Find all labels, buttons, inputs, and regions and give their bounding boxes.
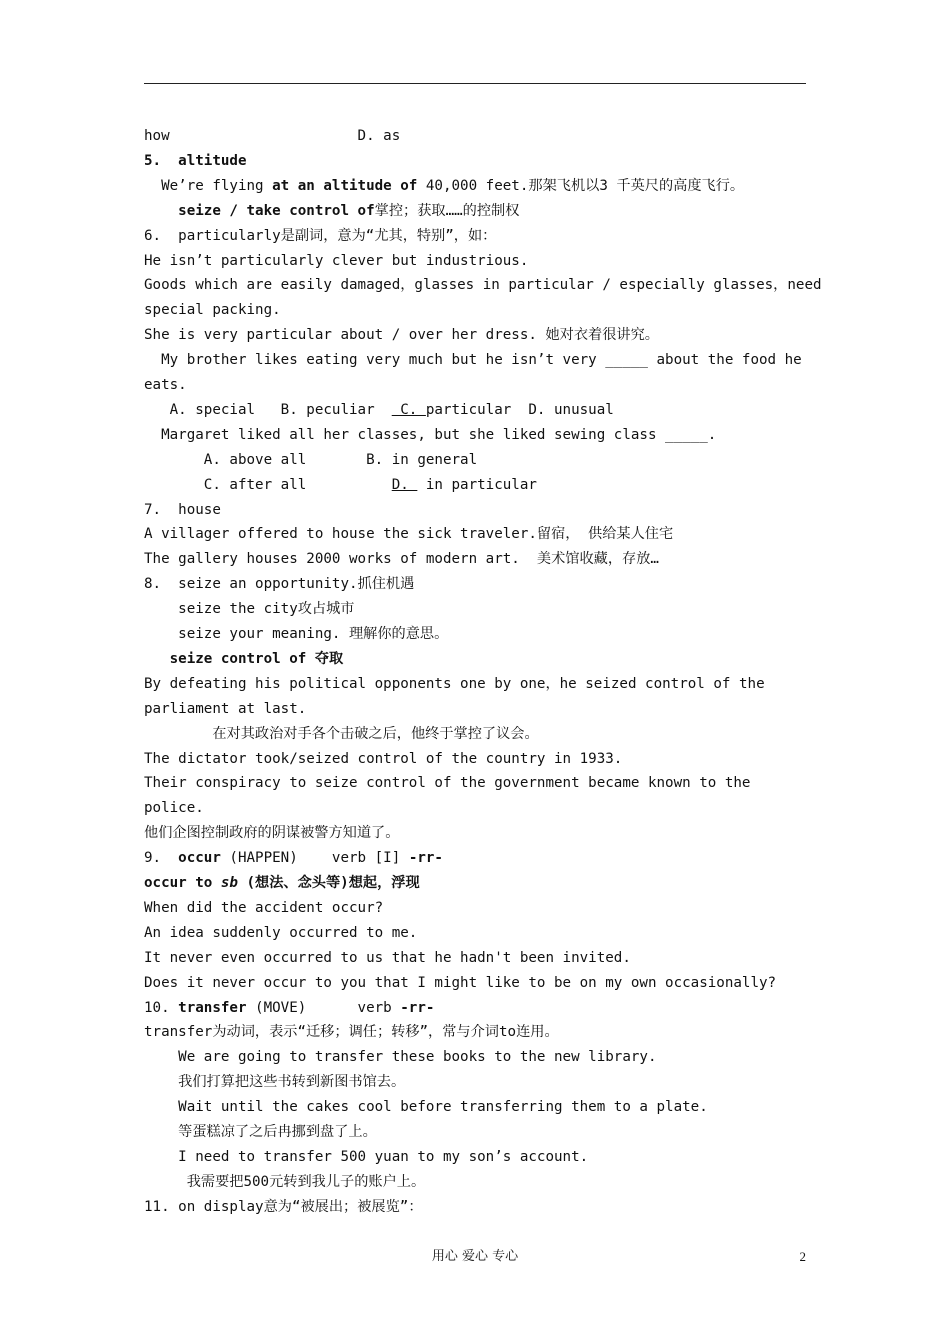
text-line <box>144 796 204 820</box>
text-segment: 等蛋糕凉了之后冉挪到盘了上。 <box>144 1124 377 1140</box>
text-line <box>144 697 306 721</box>
text-segment: 我们打算把这些书转到新图书馆去。 <box>144 1074 406 1091</box>
text-line <box>144 149 247 173</box>
text-segment: The gallery houses 2000 works of modern art. 美术馆收藏，存放… <box>144 551 659 568</box>
text-segment: -rr- <box>408 850 443 867</box>
text-line <box>144 597 355 621</box>
text-segment: 掌控；获取……的控制权 <box>374 202 520 219</box>
text-segment: police. <box>144 800 204 817</box>
text-line <box>144 747 622 771</box>
text-segment: eats. <box>144 377 187 393</box>
page-number: 2 <box>799 1249 806 1264</box>
text-line <box>144 199 519 223</box>
text-segment: 6. particularly是副词，意为“尤其，特别”，如： <box>144 227 497 244</box>
text-line <box>144 398 614 422</box>
text-segment <box>144 203 178 219</box>
text-segment: My brother likes eating very much but he isn’t very _____ about the food he <box>144 352 802 369</box>
text-segment: He isn’t particularly clever but industrious. <box>144 252 529 269</box>
text-segment: Does it never occur to you that I might like to be on my own occasionally? <box>144 974 777 991</box>
text-line <box>144 224 496 248</box>
text-line <box>144 298 281 322</box>
text-segment: I need to transfer 500 yuan to my son’s account. <box>144 1148 589 1165</box>
text-line <box>144 572 414 596</box>
text-line <box>144 174 744 198</box>
text-segment: 10. <box>144 999 179 1016</box>
text-segment: -rr- <box>400 999 435 1016</box>
text-line <box>144 448 477 472</box>
text-segment: seize your meaning. 理解你的意思。 <box>144 626 449 642</box>
text-segment: transfer为动词，表示“迁移；调任；转移”，常与介词to连用。 <box>144 1024 559 1041</box>
text-segment: 8. seize an opportunity.抓住机遇 <box>144 576 415 593</box>
text-line <box>144 672 765 696</box>
text-segment: 我需要把500元转到我儿子的账户上。 <box>144 1173 426 1190</box>
text-line <box>144 896 383 920</box>
text-segment: 5. altitude <box>144 152 247 169</box>
text-line <box>144 423 716 447</box>
text-segment: seize control of 夺取 <box>169 650 344 667</box>
text-segment: Margaret liked all her classes, but she liked sewing class _____. <box>144 426 717 443</box>
text-line <box>144 1195 423 1219</box>
text-line <box>144 273 822 297</box>
text-line <box>144 1095 708 1119</box>
text-segment: C. <box>391 401 426 418</box>
text-line <box>144 1120 377 1144</box>
text-line <box>144 1145 588 1169</box>
text-line <box>144 946 631 970</box>
text-segment: particular D. unusual <box>425 401 614 418</box>
text-line <box>144 473 537 497</box>
text-segment: C. after all <box>144 476 392 493</box>
text-line <box>144 821 399 845</box>
text-segment: Wait until the cakes cool before transferring them to a plate. <box>144 1099 708 1116</box>
text-line <box>144 124 400 148</box>
text-segment: in particular <box>417 476 537 493</box>
text-line <box>144 871 420 895</box>
text-line <box>144 498 221 522</box>
text-segment: The dictator took/seized control of the country in 1933. <box>144 750 623 767</box>
text-line <box>144 323 659 347</box>
text-line <box>144 722 539 746</box>
text-line <box>144 771 750 795</box>
text-segment: We are going to transfer these books to the new library. <box>144 1049 657 1066</box>
text-line <box>144 1070 405 1094</box>
text-segment: By defeating his political opponents one by one，he seized control of the <box>144 675 765 692</box>
text-segment: (想法、念头等)想起，浮现 <box>237 875 420 891</box>
text-segment: sb <box>220 875 238 891</box>
text-line <box>144 921 417 945</box>
text-segment: (MOVE) verb <box>246 999 401 1016</box>
text-line <box>144 996 434 1020</box>
text-line <box>144 522 673 546</box>
text-segment: An idea suddenly occurred to me. <box>144 924 418 941</box>
text-line <box>144 249 528 273</box>
text-segment: We’re flying <box>144 177 273 194</box>
text-line <box>144 1020 559 1044</box>
text-segment: 9. <box>144 850 179 867</box>
text-line <box>144 1170 425 1194</box>
text-line <box>144 373 187 397</box>
text-segment: 他们企图控制政府的阴谋被警方知道了。 <box>144 825 400 842</box>
text-segment: D. <box>391 476 418 493</box>
text-segment: When did the accident occur? <box>144 899 384 916</box>
text-segment: A. special B. peculiar <box>144 401 392 418</box>
text-segment: 40,000 feet.那架飞机以3 千英尺的高度飞行。 <box>417 177 745 194</box>
text-segment: A. above all B. in general <box>144 451 478 468</box>
text-segment: occur <box>178 850 221 867</box>
text-segment: She is very particular about / over her dress. 她对衣着很讲究。 <box>144 327 659 344</box>
text-segment: special packing. <box>144 302 281 319</box>
text-segment <box>144 651 170 667</box>
text-segment: seize the city攻占城市 <box>144 601 355 618</box>
text-segment: 7. house <box>144 501 221 518</box>
text-segment: transfer <box>178 999 247 1016</box>
footer-text: 用心 爱心 专心 <box>431 1249 519 1264</box>
text-segment: parliament at last. <box>144 700 307 717</box>
text-segment: It never even occurred to us that he hadn't been invited. <box>144 949 631 966</box>
text-line <box>144 971 776 995</box>
text-segment: at an altitude of <box>272 177 418 194</box>
text-line <box>144 348 802 372</box>
text-line <box>144 846 443 870</box>
text-segment: Their conspiracy to seize control of the government became known to the <box>144 775 751 792</box>
text-line <box>144 547 659 571</box>
text-segment: 11. on display意为“被展出；被展览”： <box>144 1198 423 1215</box>
text-segment: occur to <box>144 875 221 891</box>
text-segment: A villager offered to house the sick traveler.留宿， 供给某人住宅 <box>144 526 674 543</box>
text-segment: (HAPPEN) verb [I] <box>220 850 409 867</box>
text-segment: Goods which are easily damaged，glasses in particular / especially glasses，need <box>144 277 822 294</box>
text-segment: how D. as <box>144 128 401 144</box>
text-line <box>144 647 343 671</box>
text-segment: 在对其政治对手各个击破之后，他终于掌控了议会。 <box>144 725 539 742</box>
text-line <box>144 622 448 646</box>
text-line <box>144 1045 657 1069</box>
text-segment: seize / take control of <box>178 202 375 219</box>
header-rule <box>144 83 806 84</box>
